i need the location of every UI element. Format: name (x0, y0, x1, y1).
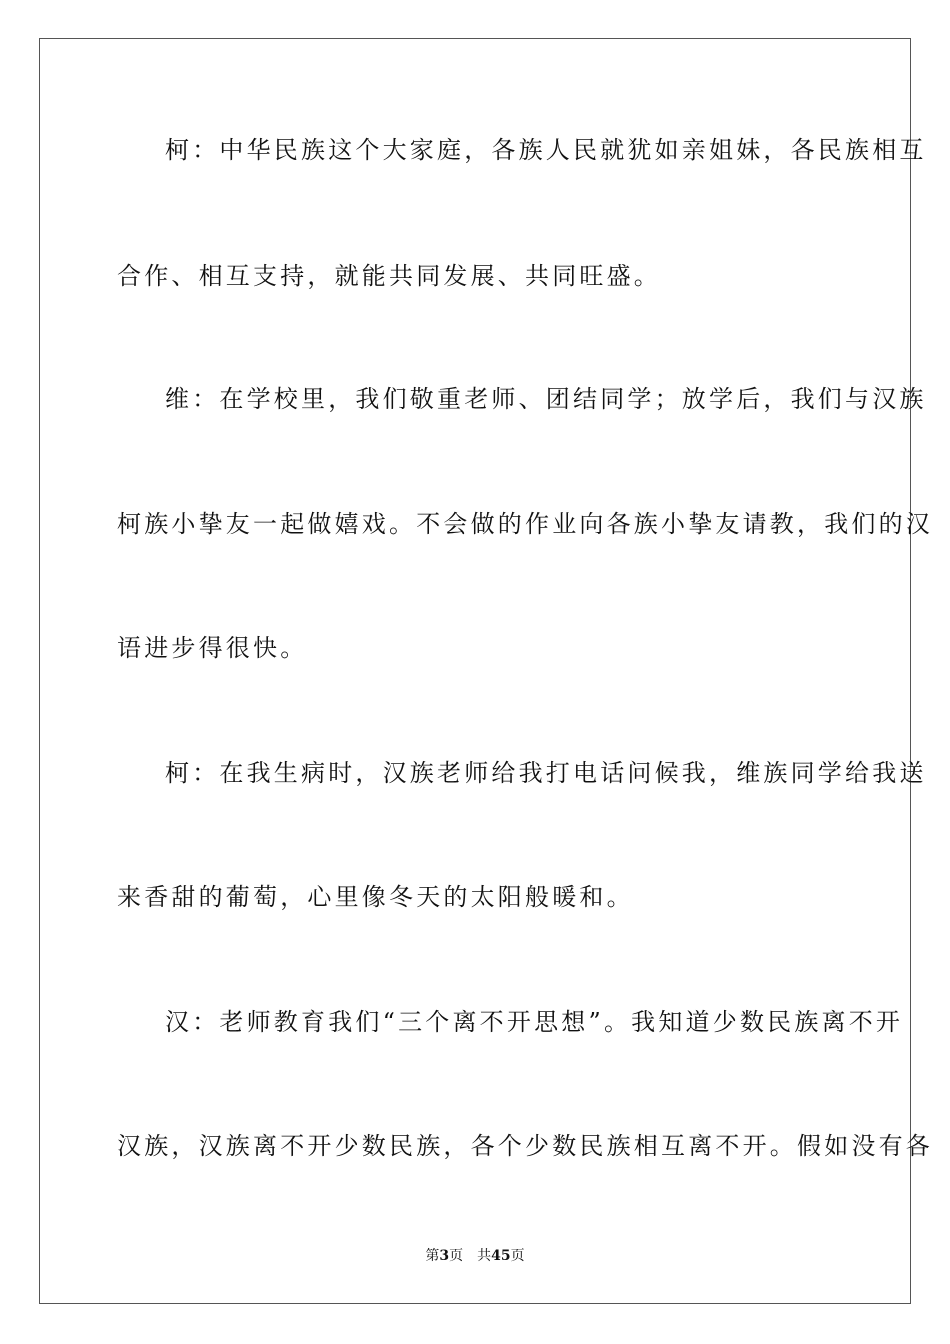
paragraph-line-2: 合作、相互支持，就能共同发展、共同旺盛。 (117, 262, 661, 290)
page-border (39, 38, 911, 1304)
paragraph-line-4: 柯族小挚友一起做嬉戏。不会做的作业向各族小挚友请教，我们的汉 (117, 510, 933, 538)
footer-page-prefix: 第 (425, 1248, 440, 1264)
paragraph-line-3: 维：在学校里，我们敬重老师、团结同学；放学后，我们与汉族 (165, 385, 927, 413)
footer-page-number: 3 (439, 1248, 450, 1264)
paragraph-line-9: 汉族，汉族离不开少数民族，各个少数民族相互离不开。假如没有各 (117, 1132, 933, 1160)
paragraph-line-1: 柯：中华民族这个大家庭，各族人民就犹如亲姐妹，各民族相互 (165, 136, 927, 164)
paragraph-line-8: 汉：老师教育我们“三个离不开思想”。我知道少数民族离不开 (165, 1008, 904, 1036)
footer-page-suffix: 页 (449, 1248, 464, 1264)
page-footer (0, 1247, 950, 1265)
paragraph-line-7: 来香甜的葡萄，心里像冬天的太阳般暖和。 (117, 883, 634, 911)
footer-total-suffix: 页 (510, 1248, 525, 1264)
paragraph-line-6: 柯：在我生病时，汉族老师给我打电话问候我，维族同学给我送 (165, 759, 927, 787)
footer-total-prefix: 共 (477, 1248, 492, 1264)
paragraph-line-5: 语进步得很快。 (117, 634, 308, 662)
footer-total-pages: 45 (491, 1248, 511, 1264)
